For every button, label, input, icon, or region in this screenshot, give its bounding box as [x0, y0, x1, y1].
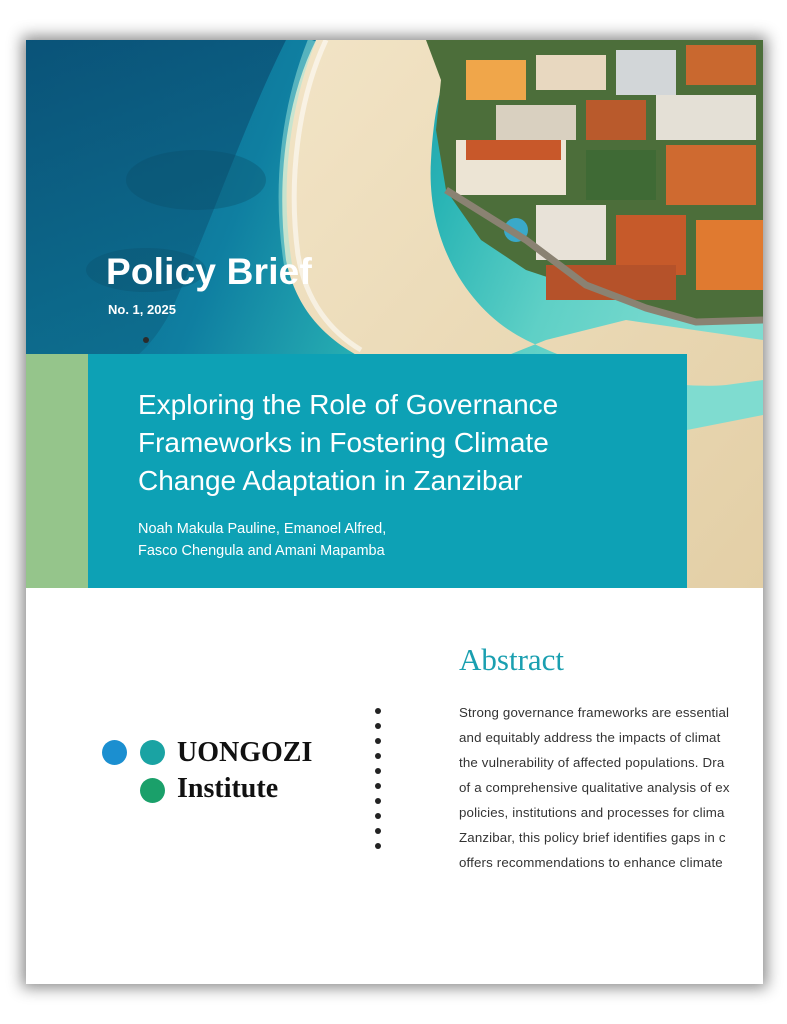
dotted-divider	[375, 708, 381, 858]
abstract-line: and equitably address the impacts of climat	[459, 730, 721, 745]
title-line: Frameworks in Fostering Climate	[138, 427, 549, 458]
divider-dot	[375, 843, 381, 849]
logo-dot-blue-icon	[102, 740, 127, 765]
policy-brief-cover-page	[26, 40, 763, 984]
document-title	[138, 386, 658, 500]
divider-dot	[375, 753, 381, 759]
abstract-line: policies, institutions and processes for clima	[459, 805, 725, 820]
abstract-line: of a comprehensive qualitative analysis of ex	[459, 780, 730, 795]
title-panel	[88, 354, 687, 588]
divider-dot	[375, 813, 381, 819]
authors-line: Noah Makula Pauline, Emanoel Alfred,	[138, 521, 387, 537]
divider-dot	[375, 738, 381, 744]
divider-dot	[375, 723, 381, 729]
policy-brief-title: Policy Brief	[106, 251, 312, 292]
uongozi-institute-logo	[102, 737, 342, 810]
logo-text-line-1: UONGOZI	[177, 737, 313, 768]
abstract-line: offers recommendations to enhance climate	[459, 855, 723, 870]
abstract-heading: Abstract	[459, 642, 565, 677]
title-line: Change Adaptation in Zanzibar	[138, 465, 523, 496]
authors	[138, 518, 638, 562]
policy-brief-number: No. 1, 2025	[108, 302, 176, 317]
authors-line: Fasco Chengula and Amani Mapamba	[138, 543, 385, 559]
abstract-text	[459, 700, 763, 875]
green-accent-strip	[26, 354, 88, 588]
logo-text-line-2: Institute	[177, 773, 279, 804]
logo-dot-green-icon	[140, 778, 165, 803]
divider-dot	[375, 768, 381, 774]
abstract-line: the vulnerability of affected populations. Dra	[459, 755, 725, 770]
title-line: Exploring the Role of Governance	[138, 389, 559, 420]
divider-dot	[375, 783, 381, 789]
abstract-line: Zanzibar, this policy brief identifies gaps in c	[459, 830, 726, 845]
divider-dot	[375, 828, 381, 834]
divider-dot	[375, 708, 381, 714]
divider-dot	[375, 798, 381, 804]
abstract-line: Strong governance frameworks are essential	[459, 705, 730, 720]
logo-dot-teal-icon	[140, 740, 165, 765]
